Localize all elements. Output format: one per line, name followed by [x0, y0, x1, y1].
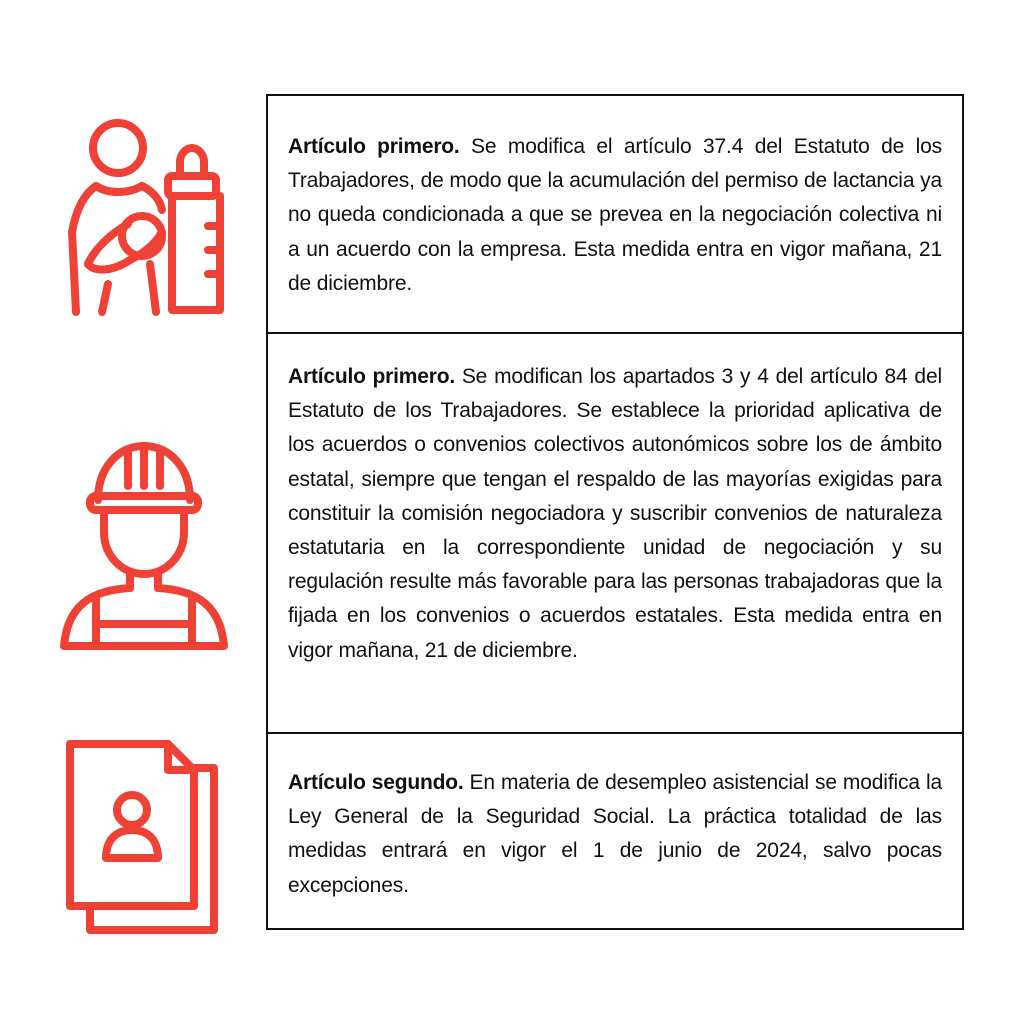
article-paragraph-2	[288, 360, 942, 668]
article-body-3: En materia de desempleo asistencial se modifica la Ley General de la Seguridad Social. La práctica totalidad de las medidas entrará en vigor el 1 de junio de 2024, salvo pocas excepciones.	[288, 771, 942, 897]
article-paragraph-1	[288, 130, 942, 301]
document-user-icon	[64, 738, 220, 934]
article-section-3	[268, 734, 962, 930]
article-section-1	[268, 96, 962, 334]
articles-panel	[266, 94, 964, 930]
construction-worker-helmet-icon	[58, 440, 230, 650]
article-body-1: Se modifica el artículo 37.4 del Estatuto de los Trabajadores, de modo que la acumulación del permiso de lactancia ya no queda condicionada a que se prevea en la negociación colectiva ni a un acuerdo con la empresa. Esta medida entra en vigor mañana, 21 de diciembre.	[288, 135, 942, 295]
article-body-2: Se modifican los apartados 3 y 4 del artículo 84 del Estatuto de los Trabajadores. Se establece la prioridad aplicativa de los acuerdos o convenios colectivos autonómicos sobre los de ámbito estatal, siempre que tengan el respaldo de las mayorías exigidas para constituir la comisión negociadora y suscribir convenios de naturaleza estatutaria en la correspondiente unidad de negociación y su regulación resulte más favorable para las personas trabajadoras que la fijada en los convenios o acuerdos estatales. Esta medida entra en vigor mañana, 21 de diciembre.	[288, 365, 943, 662]
article-paragraph-3	[288, 766, 942, 903]
article-lead-1: Artículo primero.	[288, 135, 460, 158]
mother-nursing-baby-bottle-icon	[58, 114, 230, 318]
article-lead-2: Artículo primero.	[288, 365, 455, 388]
article-lead-3: Artículo segundo.	[288, 771, 464, 794]
article-section-2	[268, 334, 962, 734]
